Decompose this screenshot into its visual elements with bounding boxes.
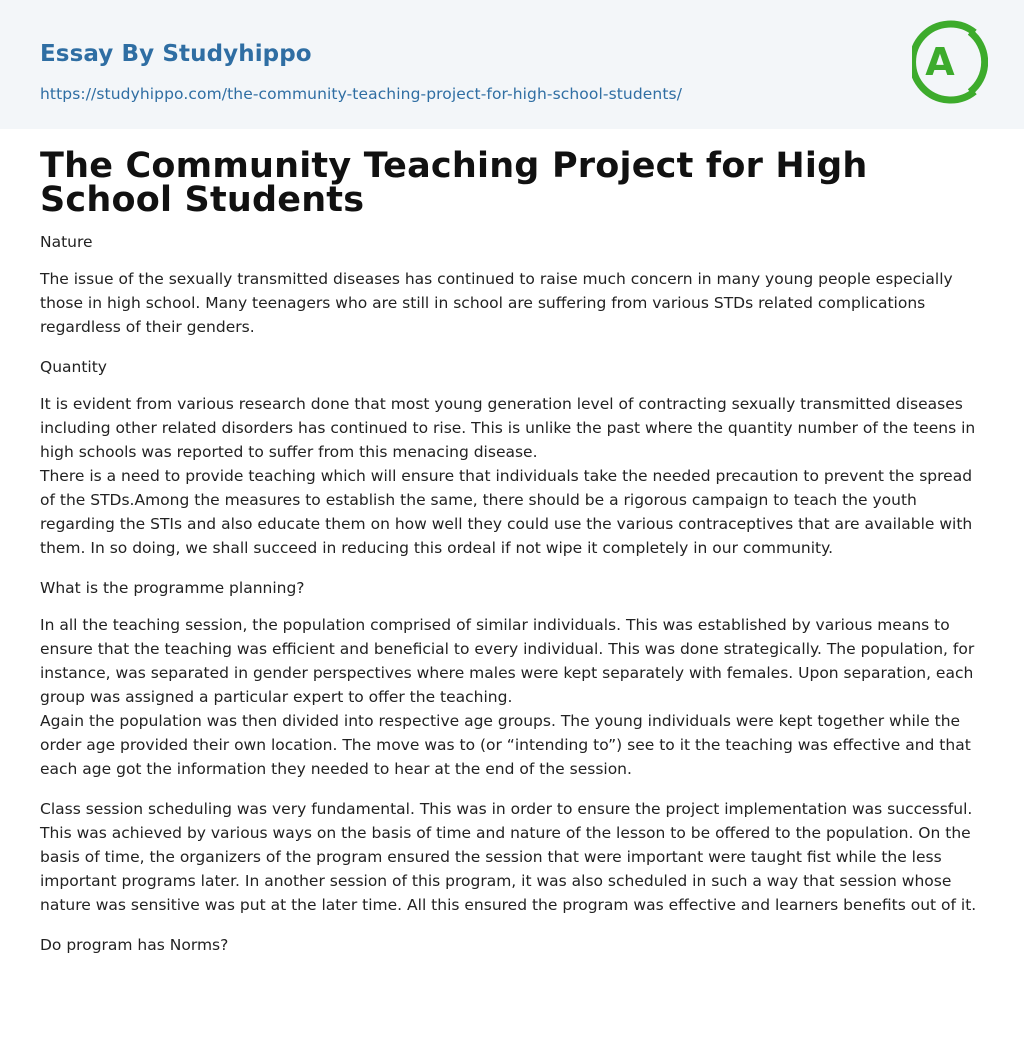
article	[0, 129, 1024, 957]
section-heading-quantity: Quantity	[40, 358, 107, 376]
brand-title[interactable]: Essay By Studyhippo	[40, 41, 312, 67]
article-url-link[interactable]: https://studyhippo.com/the-community-teaching-project-for-high-school-students/	[40, 85, 683, 103]
paragraph: In all the teaching session, the population comprised of similar individuals. This was established by various means to ensure that the teaching was efficient and beneficial to every individual. This was done strategically. The population, for instance, was separated in gender perspectives where males were kept separately with females. Upon separation, each group was assigned a particular expert to offer the teaching.	[40, 616, 975, 706]
paragraph: It is evident from various research done that most young generation level of contracting sexually transmitted diseases including other related disorders has continued to rise. This is unlike the past where the quantity number of the teens in high schools was reported to suffer from this menacing disease.	[40, 395, 976, 461]
paragraph: Again the population was then divided into respective age groups. The young individuals were kept together while the order age provided their own location. The move was to (or “intending to”) see to it the teaching was effective and that each age got the information they needed to hear at the end of the session.	[40, 712, 971, 778]
paragraph: Class session scheduling was very fundamental. This was in order to ensure the project implementation was successful. This was achieved by various ways on the basis of time and nature of the lesson to be offered to the population. On the basis of time, the organizers of the program ensured the session that were important were taught fist while the less important programs later. In another session of this program, it was also scheduled in such a way that session whose nature was sensitive was put at the later time. All this ensured the program was effective and learners benefits out of it.	[40, 800, 977, 914]
section-heading-norms: Do program has Norms?	[40, 936, 229, 954]
section-heading-nature: Nature	[40, 233, 93, 251]
page-title: The Community Teaching Project for High School Students	[40, 146, 868, 220]
section-heading-programme-planning: What is the programme planning?	[40, 579, 305, 597]
logo-letter: A	[925, 40, 955, 84]
paragraph: There is a need to provide teaching which will ensure that individuals take the needed precaution to prevent the spread of the STDs.Among the measures to establish the same, there should be a rigorous campaign to teach the youth regarding the STIs and also educate them on how well they could use the various contraceptives that are available with them. In so doing, we shall succeed in reducing this ordeal if not wipe it completely in our community.	[40, 467, 973, 557]
site-header	[0, 0, 1024, 129]
paragraph: The issue of the sexually transmitted diseases has continued to raise much concern in many young people especially those in high school. Many teenagers who are still in school are suffering from various STDs related complications regardless of their genders.	[40, 270, 953, 336]
studyhippo-logo-icon[interactable]	[912, 18, 988, 106]
